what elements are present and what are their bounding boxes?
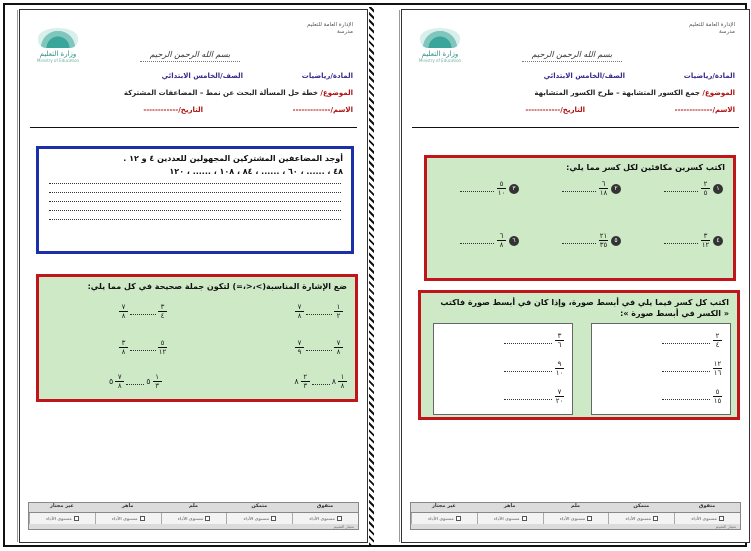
numerator: ٩ [557, 360, 562, 368]
topic-row [412, 88, 735, 98]
level-label: ماهر [503, 503, 516, 509]
fraction [301, 373, 310, 390]
fraction [334, 339, 343, 356]
level-label: ملم [570, 503, 581, 509]
basmala: بسم الله الرحمن الرحيم [522, 50, 622, 62]
denominator: ١٠ [555, 369, 564, 377]
equiv-item [460, 232, 519, 249]
checkbox-icon[interactable] [337, 516, 342, 521]
assessment-row [29, 512, 358, 524]
level-label: متفوق [698, 503, 716, 509]
ministry-logo [414, 28, 466, 63]
answer-line[interactable] [49, 201, 341, 202]
fraction [701, 232, 710, 249]
name-line: ------------- [292, 106, 331, 114]
answer-blank[interactable] [130, 309, 156, 315]
fraction [599, 232, 608, 249]
simplify-item [504, 388, 564, 405]
checkbox-icon[interactable] [140, 516, 145, 521]
ministry-name-ar: وزارة التعليم [421, 50, 459, 58]
worksheet-header [20, 10, 367, 130]
admin-info [689, 22, 735, 36]
answer-blank[interactable] [460, 238, 494, 244]
compare-item [295, 303, 343, 320]
footer-note: معيار التقييم [333, 524, 354, 529]
answer-blank[interactable] [562, 238, 596, 244]
date-line: ------------ [525, 106, 561, 114]
compare-item [119, 303, 167, 320]
numerator: ٣ [121, 339, 126, 347]
level-label: غير مجتاز [50, 503, 74, 509]
denominator: ٨ [499, 241, 504, 249]
numerator: ١ [155, 373, 159, 381]
numerator: ٣ [557, 332, 562, 340]
denominator: ١٦ [713, 369, 722, 377]
answer-blank[interactable] [460, 186, 494, 192]
numerator: ٥ [499, 180, 504, 188]
checkbox-icon[interactable] [522, 516, 527, 521]
answer-blank[interactable] [562, 186, 596, 192]
level-cell[interactable] [95, 513, 161, 524]
level-cell[interactable] [226, 513, 292, 524]
equiv-item [562, 180, 621, 197]
checkbox-icon[interactable] [653, 516, 658, 521]
denominator: ٨ [297, 312, 302, 320]
numerator: ٣ [160, 303, 165, 311]
denominator: ٨ [117, 382, 122, 390]
denominator: ١٢ [158, 348, 167, 356]
topic-text: جمع الكسور المتشابهة – طرح الكسور المتشابهة [534, 89, 700, 97]
answer-line[interactable] [49, 210, 341, 211]
numerator: ١ [336, 303, 341, 311]
question-title: أوجد المضاعفين المشتركين المجهولين للعددين ٤ و ١٢ . [123, 154, 343, 163]
fraction [713, 388, 722, 405]
ministry-name-en: Ministry of Education [36, 58, 80, 63]
topic-text: خطة حل المسألة البحث عن نمط – المضاعفات المشتركة [123, 89, 318, 97]
answer-blank[interactable] [504, 338, 552, 344]
answer-blank[interactable] [306, 309, 332, 315]
cell-label: مستوى الأداء [46, 516, 72, 521]
item-number: ٦ [509, 236, 519, 246]
question-title: اكتب كسرين مكافئين لكل كسر مما يلي: [566, 163, 725, 172]
fraction [555, 388, 564, 405]
fraction [119, 303, 128, 320]
fraction [115, 373, 124, 390]
answer-line[interactable] [49, 192, 341, 193]
answer-line[interactable] [49, 219, 341, 220]
level-label: متمكن [633, 503, 650, 509]
numerator: ٧ [297, 339, 302, 347]
date-label: التاريخ/ [178, 106, 203, 114]
fraction [713, 360, 722, 377]
fraction [555, 360, 564, 377]
worksheet-header [402, 10, 749, 130]
compare-item [295, 339, 343, 356]
fraction [713, 332, 722, 349]
simplify-item [504, 360, 564, 377]
ministry-logo [32, 28, 84, 63]
cell-label: مستوى الأداء [625, 516, 652, 521]
simplify-item [662, 332, 722, 349]
ministry-name-en: Ministry of Education [418, 58, 462, 63]
denominator: ٨ [121, 312, 126, 320]
level-cell[interactable] [292, 513, 358, 524]
denominator: ٢ [336, 312, 341, 320]
date-field[interactable] [525, 106, 585, 114]
item-number: ٢ [611, 184, 621, 194]
numerator: ٧ [297, 303, 302, 311]
simplify-item [662, 360, 722, 377]
fraction [153, 373, 162, 390]
denominator: ٣٥ [599, 241, 608, 249]
date-line: ------------ [143, 106, 179, 114]
numerator: ٧ [121, 303, 126, 311]
answer-line[interactable] [49, 183, 341, 184]
checkbox-icon[interactable] [456, 516, 461, 521]
denominator: ٨ [336, 348, 341, 356]
subject-label: المادة/رياضيات [301, 72, 353, 80]
footer-note: معيار التقييم [715, 524, 736, 529]
assessment-header [411, 503, 740, 512]
level-cell[interactable] [543, 513, 609, 524]
answer-blank[interactable] [126, 379, 144, 385]
school-line: مدرسة [336, 29, 353, 35]
assessment-header [29, 503, 358, 512]
worksheet-right [401, 9, 750, 543]
fraction [338, 373, 347, 390]
checkbox-icon[interactable] [719, 516, 724, 521]
date-field[interactable] [143, 106, 203, 114]
name-date-row [416, 106, 735, 116]
level-cell[interactable] [29, 513, 95, 524]
assessment-footer [410, 502, 741, 530]
denominator: ٣ [155, 382, 159, 390]
simplify-item [662, 388, 722, 405]
question-title-line2: « الكسر في أبسط صورة »: [620, 309, 729, 318]
multiples-sequence: ٤٨ ، ...... ، ٦٠ ، ...... ، ٨٤ ، ١٠٨ ، ...... ، ١٢٠ [169, 167, 343, 176]
cell-label: مستوى الأداء [243, 516, 270, 521]
fraction [497, 180, 506, 197]
fraction [158, 339, 167, 356]
question-compare-fractions [36, 274, 358, 402]
level-label: متفوق [316, 503, 334, 509]
topic-row [30, 88, 353, 98]
school-line: مدرسة [718, 29, 735, 35]
cell-label: مستوى الأداء [111, 516, 138, 521]
checkbox-icon[interactable] [205, 516, 210, 521]
ministry-name-ar: وزارة التعليم [39, 50, 77, 58]
item-number: ٤ [713, 236, 723, 246]
level-cell[interactable] [411, 513, 477, 524]
answer-blank[interactable] [664, 186, 698, 192]
topic-label: الموضوع/ [702, 89, 735, 97]
denominator: ٦ [557, 341, 562, 349]
basmala: بسم الله الرحمن الرحيم [140, 50, 240, 62]
item-number: ١ [713, 184, 723, 194]
whole-number: ٨ [331, 377, 336, 386]
equiv-item [562, 232, 621, 249]
item-number: ٣ [509, 184, 519, 194]
fraction [119, 339, 128, 356]
denominator: ٨ [121, 348, 126, 356]
cell-label: مستوى الأداء [493, 516, 520, 521]
name-line: ------------- [674, 106, 713, 114]
equiv-item [664, 180, 723, 197]
fraction [158, 303, 167, 320]
denominator: ٣ [303, 382, 308, 390]
fraction [295, 303, 304, 320]
answer-blank[interactable] [130, 345, 156, 351]
level-label: غير مجتاز [432, 503, 456, 509]
denominator: ١٨ [599, 189, 608, 197]
date-label: التاريخ/ [560, 106, 585, 114]
item-number: ٥ [611, 236, 621, 246]
whole-number: ٨ [294, 377, 299, 386]
answer-blank[interactable] [662, 338, 710, 344]
whole-number: ٥ [109, 377, 114, 386]
topic-label: الموضوع/ [320, 89, 353, 97]
answer-blank[interactable] [504, 394, 552, 400]
grade-label: الصف/الخامس الابتدائي [543, 72, 625, 80]
cell-label: مستوى الأداء [559, 516, 586, 521]
question-title: ضع الإشارة المناسبة(>،<،=) لتكون جملة صحيحة في كل مما يلي: [87, 282, 347, 291]
subject-label: المادة/رياضيات [683, 72, 735, 80]
admin-line: الإدارة العامة للتعليم [688, 22, 735, 28]
answer-box[interactable] [591, 323, 731, 415]
header-divider [30, 127, 357, 128]
simplify-item [504, 332, 564, 349]
numerator: ١٢ [713, 360, 722, 368]
level-label: متمكن [251, 503, 268, 509]
assessment-row [411, 512, 740, 524]
equiv-item [460, 180, 519, 197]
checkbox-icon[interactable] [587, 516, 592, 521]
denominator: ٤ [160, 312, 165, 320]
fraction [497, 232, 506, 249]
numerator: ٦ [601, 180, 606, 188]
admin-line: الإدارة العامة للتعليم [306, 22, 353, 28]
compare-item [294, 373, 347, 390]
student-name-field[interactable] [293, 106, 353, 114]
level-cell[interactable] [477, 513, 543, 524]
answer-blank[interactable] [662, 366, 710, 372]
admin-info [307, 22, 353, 36]
numerator: ٧ [557, 388, 562, 396]
answer-box[interactable] [433, 323, 573, 415]
cell-label: مستوى الأداء [309, 516, 335, 521]
answer-blank[interactable] [306, 345, 332, 351]
subject-row [416, 72, 735, 82]
fraction [599, 180, 608, 197]
denominator: ٩ [297, 348, 302, 356]
numerator: ١ [340, 373, 345, 381]
level-cell[interactable] [608, 513, 674, 524]
level-cell[interactable] [674, 513, 740, 524]
numerator: ٢ [715, 332, 720, 340]
numerator: ٢ [703, 180, 708, 188]
numerator: ٢١ [599, 232, 608, 240]
checkbox-icon[interactable] [271, 516, 276, 521]
level-cell[interactable] [161, 513, 227, 524]
cell-label: مستوى الأداء [428, 516, 454, 521]
denominator: ٥ [703, 189, 708, 197]
answer-blank[interactable] [662, 394, 710, 400]
fraction [701, 180, 710, 197]
numerator: ٢ [303, 373, 308, 381]
denominator: ٢٠ [555, 397, 564, 405]
numerator: ٦ [499, 232, 504, 240]
denominator: ٤ [715, 341, 720, 349]
level-label: ماهر [121, 503, 134, 509]
student-name-field[interactable] [675, 106, 735, 114]
compare-item [119, 339, 167, 356]
ministry-emblem-icon [38, 28, 78, 48]
denominator: ١٠ [497, 189, 506, 197]
numerator: ٣ [703, 232, 708, 240]
level-label: ملم [188, 503, 199, 509]
page-frame [3, 3, 747, 547]
fraction [295, 339, 304, 356]
numerator: ٧ [336, 339, 341, 347]
numerator: ٥ [715, 388, 720, 396]
numerator: ٧ [117, 373, 122, 381]
name-date-row [34, 106, 353, 116]
header-divider [412, 127, 739, 128]
compare-item [109, 373, 162, 390]
denominator: ٨ [340, 382, 345, 390]
answer-blank[interactable] [664, 238, 698, 244]
grade-label: الصف/الخامس الابتدائي [161, 72, 243, 80]
fraction [334, 303, 343, 320]
equiv-item [664, 232, 723, 249]
fraction [555, 332, 564, 349]
question-equivalent-fractions [424, 155, 736, 281]
subject-row [34, 72, 353, 82]
answer-blank[interactable] [312, 379, 330, 385]
worksheet-left [19, 9, 368, 543]
ministry-emblem-icon [420, 28, 460, 48]
denominator: ١٥ [713, 397, 722, 405]
question-title: اكتب كل كسر فيما يلي في أبسط صورة، وإذا كان في أبسط صورة فاكتب [440, 298, 729, 307]
assessment-footer [28, 502, 359, 530]
cell-label: مستوى الأداء [177, 516, 204, 521]
cell-label: مستوى الأداء [691, 516, 717, 521]
whole-number: ٥ [146, 377, 151, 386]
denominator: ١٢ [701, 241, 710, 249]
question-simplest-form [418, 290, 740, 420]
numerator: ٥ [160, 339, 165, 347]
answer-blank[interactable] [504, 366, 552, 372]
name-label: الاسم/ [712, 106, 735, 114]
name-label: الاسم/ [330, 106, 353, 114]
checkbox-icon[interactable] [74, 516, 79, 521]
question-common-multiples [36, 146, 354, 254]
